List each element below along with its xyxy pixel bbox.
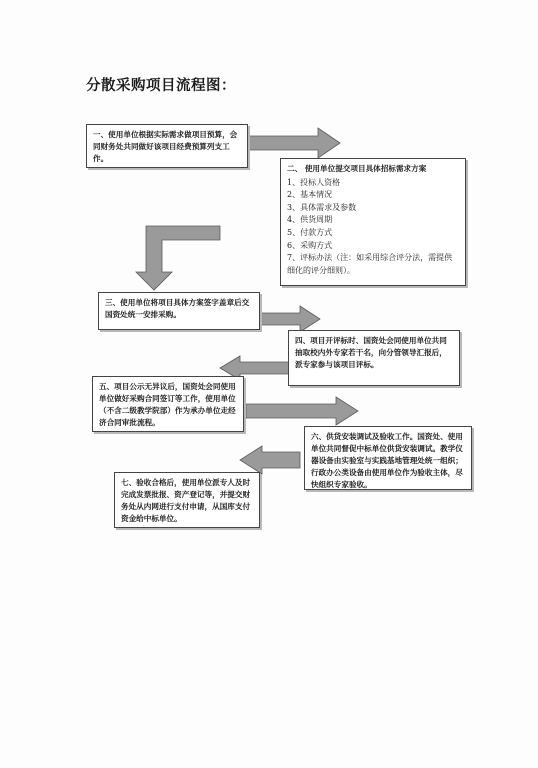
step-2-item: 7、评标办法（注：如采用综合评分法，需提供细化的评分细则）。 xyxy=(287,253,453,275)
arrow-1-to-2 xyxy=(248,128,340,158)
step-5-box xyxy=(92,376,244,432)
step-7-text: 七、验收合格后，使用单位派专人及时完成发票批报、资产登记等，并提交财务处从内网进行支付申请，从国库支付资金给中标单位。 xyxy=(121,478,251,523)
arrow-3-to-4 xyxy=(260,306,320,332)
step-4-box xyxy=(288,330,460,386)
arrow-5-to-6 xyxy=(246,397,358,425)
step-3-box xyxy=(98,292,260,330)
step-2-item: 4、供货周期 xyxy=(287,215,333,225)
arrow-2-to-3 xyxy=(136,226,220,290)
arrow-6-to-7 xyxy=(240,446,300,474)
step-1-box xyxy=(86,124,248,168)
step-6-box xyxy=(304,426,472,490)
page-title: 分散采购项目流程图： xyxy=(86,78,236,94)
step-2-item: 6、采购方式 xyxy=(287,240,333,250)
step-4-text: 四、项目开评标时、国资处会同使用单位共同抽取校内外专家若干名，向分管领导汇报后，派专家参与该项目评标。 xyxy=(295,336,447,369)
step-5-text: 五、项目公示无异议后，国资处会同使用单位做好采购合同签订等工作，使用单位（不含二级教学院部）作为承办单位走经济合同审批流程。 xyxy=(99,382,236,427)
step-1-text: 一、使用单位根据实际需求做项目预算，会同财务处共同做好该项目经费预算列支工作。 xyxy=(93,130,238,163)
step-7-box xyxy=(114,472,260,528)
step-2-item: 2、基本情况 xyxy=(287,190,333,200)
step-2-box xyxy=(280,158,466,286)
step-3-text: 三、使用单位将项目具体方案签字盖章后交国资处统一安排采购。 xyxy=(105,298,250,319)
step-6-text: 六、供货安装调试及验收工作。国资处、使用单位共同督促中标单位供货安装调试。教学仪器设备由实验室与实践基地管理处统一组织；行政办公类设备由使用单位作为验收主体，尽快组织专家验收。 xyxy=(311,432,463,489)
step-2-item: 3、具体需求及参数 xyxy=(287,202,357,212)
step-2-item: 5、付款方式 xyxy=(287,227,333,237)
step-2-heading: 二、 使用单位提交项目具体招标需求方案 xyxy=(287,164,427,173)
step-2-item: 1、投标人资格 xyxy=(287,177,341,187)
